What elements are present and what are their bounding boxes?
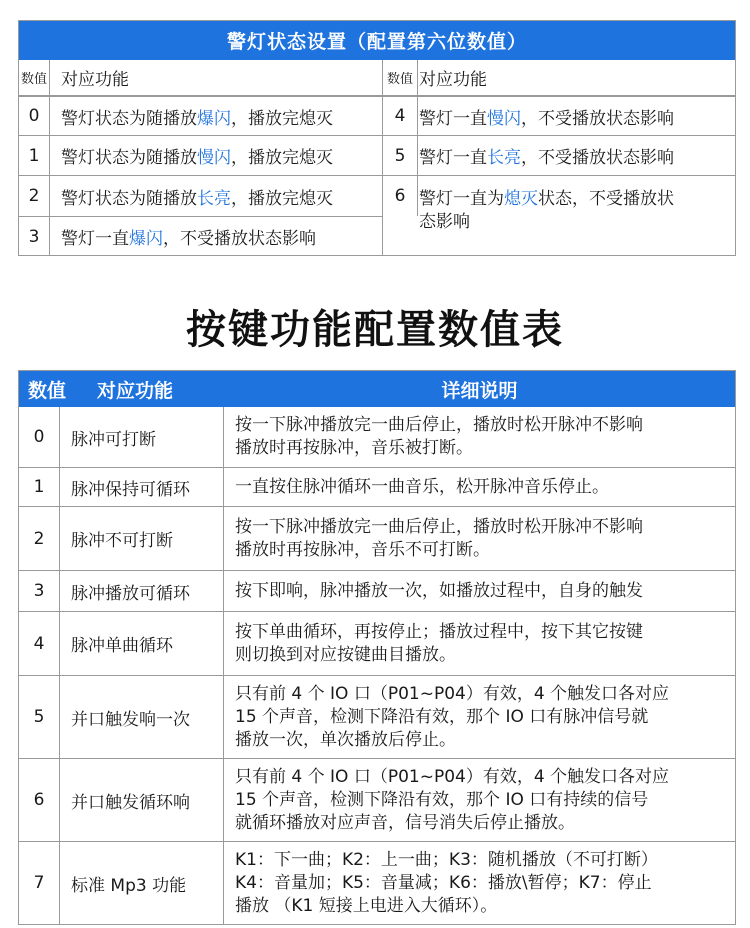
row-desc: 按一下脉冲播放完一曲后停止，播放时松开脉冲不影响 播放时再按脉冲，音乐被打断。 [235,415,643,458]
row-desc: 只有前 4 个 IO 口（P01~P04）有效，4 个触发口各对应 15 个声音，检测下降沿有效，那个 IO 口有持续的信号 就循环播放对应声音，信号消失后停止播放。 [235,766,670,833]
row-desc: 一直按住脉冲循环一曲音乐，松开脉冲音乐停止。 [235,476,609,497]
light-status-table [18,20,736,256]
row-divider [19,216,382,217]
row-func: 警灯状态为随播放 慢闪 ，播放完熄灭 [61,148,333,168]
row-num: 2 [28,186,40,206]
row-desc: 按下即响，脉冲播放一次，如播放过程中，自身的触发 [235,580,643,601]
col-header-num-right: 数值 [386,71,413,87]
row-num: 5 [394,145,406,166]
row-func: 警灯一直为 熄灭 状态，不受播放状 [419,188,674,209]
col-header-func-left: 对应功能 [61,69,129,90]
row-num: 0 [33,427,45,447]
row-func: 脉冲保持可循环 [71,479,190,500]
row-desc: 按下单曲循环，再按停止；播放过程中，按下其它按键 则切换到对应按键曲目播放。 [235,621,643,665]
row-func-continued: 态影响 [419,211,470,232]
row-func: 警灯状态为随播放 长亮 ，播放完熄灭 [61,188,333,209]
row-num: 3 [28,226,40,247]
row-num: 4 [33,633,45,654]
row-func: 标准 Mp3 功能 [71,875,187,896]
col-header-num-left: 数值 [20,71,47,87]
row-func: 并口触发响一次 [71,709,190,730]
header-func: 对应功能 [97,379,174,402]
table-header-row [19,371,735,407]
row-func: 脉冲不可打断 [71,531,173,551]
page-title: 按键功能配置数值表 [186,307,564,353]
row-num: 1 [33,477,45,497]
row-func: 脉冲播放可循环 [71,583,190,604]
row-divider [19,175,735,176]
row-num: 1 [28,145,40,166]
row-divider [19,135,735,136]
col-divider [417,60,418,216]
row-func: 警灯一直 爆闪 ，不受播放状态影响 [61,229,316,249]
row-desc: K1：下一曲；K2：上一曲；K3：随机播放（不可打断） K4：音量加；K5：音量减；K6：播放\暂停；K7：停止 播放 （K1 短接上电进入大循环）。 [235,849,658,916]
row-func: 脉冲单曲循环 [71,636,173,656]
row-func: 警灯一直 长亮 ，不受播放状态影响 [419,148,674,168]
row-num: 7 [33,873,45,893]
row-num: 6 [33,790,45,810]
row-num: 2 [33,528,45,549]
row-desc: 按一下脉冲播放完一曲后停止，播放时松开脉冲不影响 播放时再按脉冲，音乐不可打断。 [235,516,643,560]
row-desc: 只有前 4 个 IO 口（P01~P04）有效，4 个触发口各对应 15 个声音，检测下降沿有效，那个 IO 口有脉冲信号就 播放一次，单次播放后停止。 [235,683,670,750]
key-function-table [18,370,736,925]
light-status-table-title: 警灯状态设置（配置第六位数值） [19,21,735,60]
row-func: 警灯状态为随播放 爆闪 ，播放完熄灭 [61,108,333,129]
row-num: 0 [28,106,40,126]
header-num: 数值 [27,379,66,402]
header-desc: 详细说明 [441,379,518,402]
row-num: 4 [394,106,406,126]
col-divider [382,60,383,256]
col-header-func-right: 对应功能 [419,69,487,90]
row-func: 警灯一直 慢闪 ，不受播放状态影响 [419,108,674,129]
col-divider [49,60,50,256]
row-num: 6 [394,186,406,206]
row-num: 3 [33,581,45,601]
row-divider [19,95,735,97]
row-func: 并口触发循环响 [71,792,190,813]
row-num: 5 [33,707,45,727]
row-func: 脉冲可打断 [71,429,156,450]
